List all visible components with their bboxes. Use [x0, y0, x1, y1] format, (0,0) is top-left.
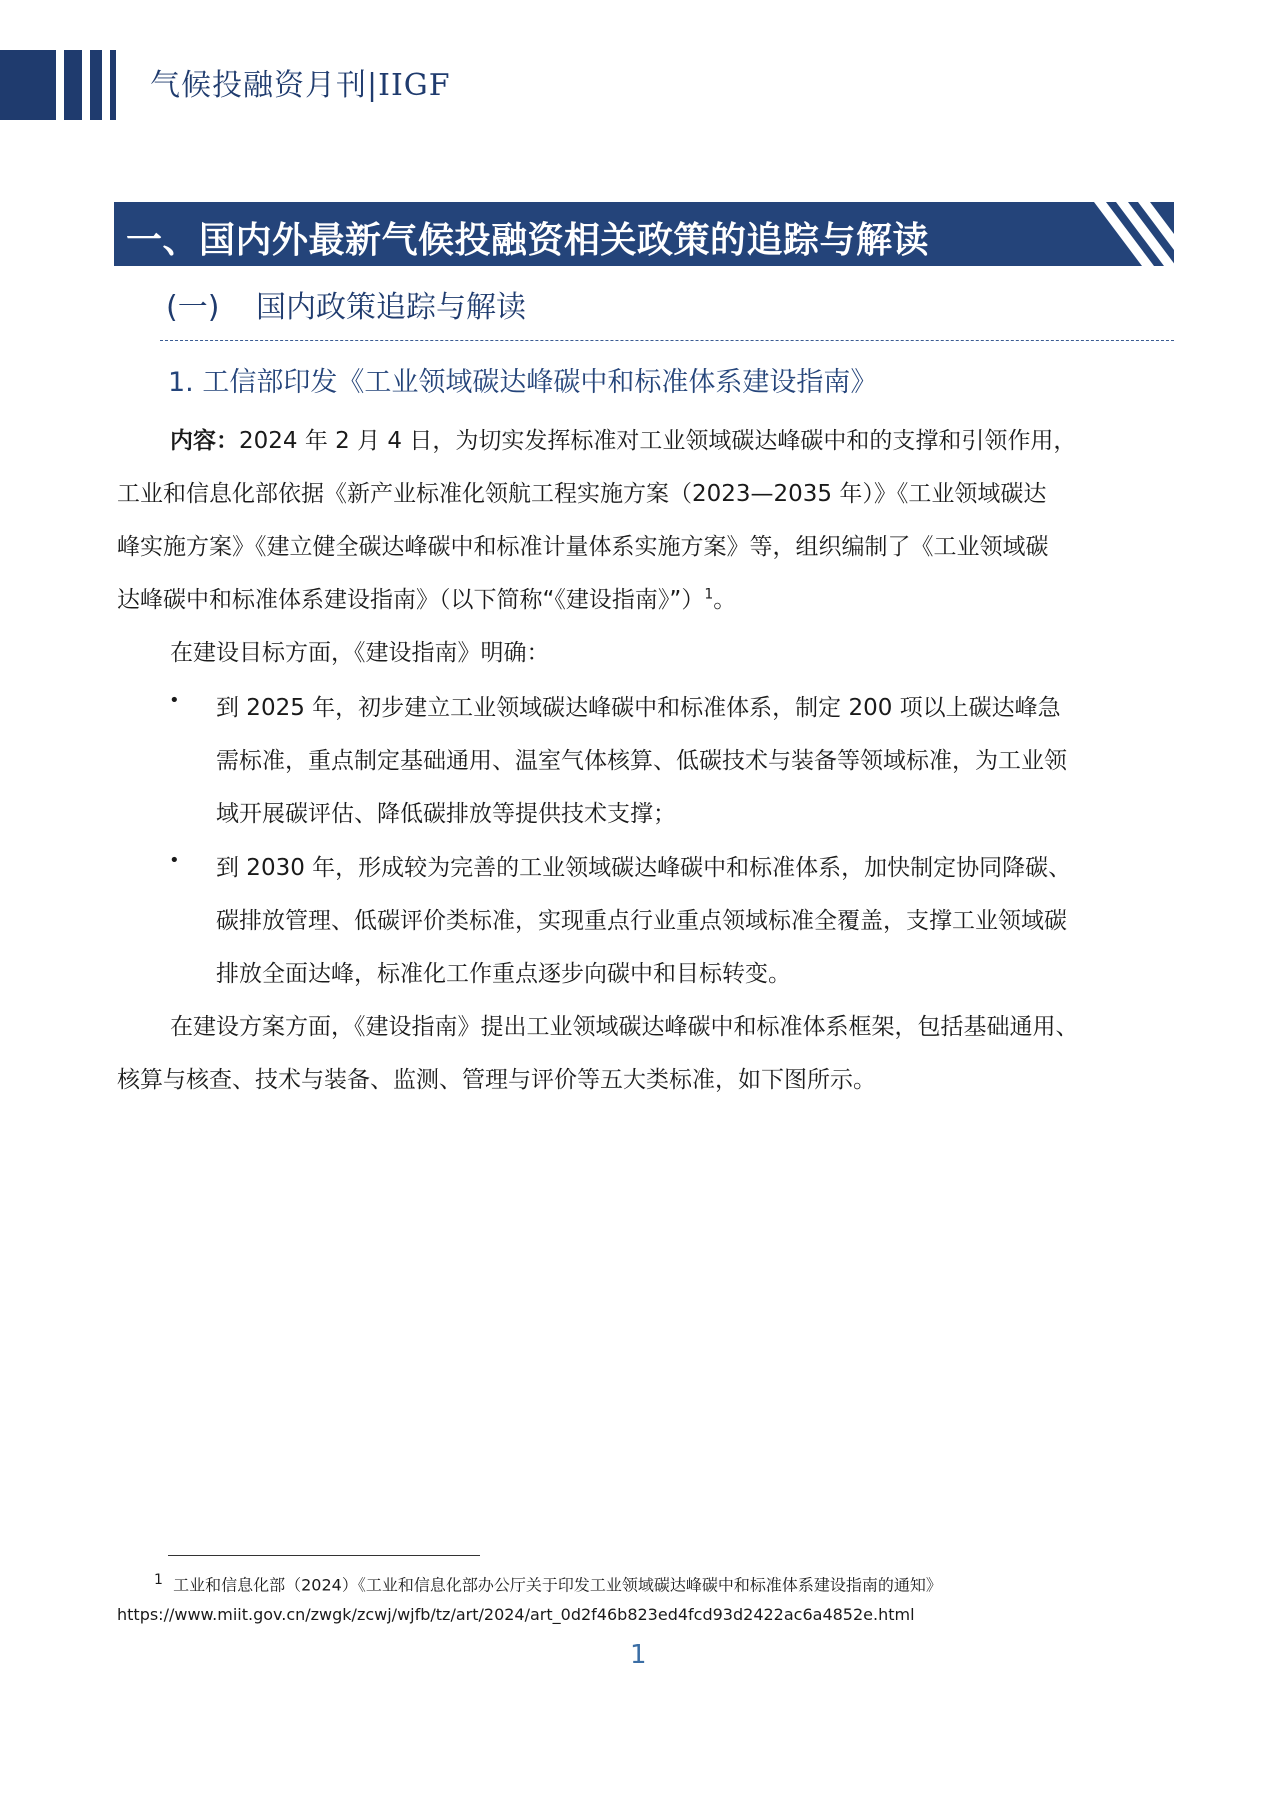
- header-block: [0, 50, 56, 120]
- bullet-line: 到 2030 年，形成较为完善的工业领域碳达峰碳中和标准体系，加快制定协同降碳、: [216, 855, 1072, 881]
- footnote-text: [154, 1572, 942, 1595]
- content-label: 内容：: [170, 428, 239, 454]
- section-title: 一、国内外最新气候投融资相关政策的追踪与解读: [126, 220, 930, 261]
- page-number: 1: [630, 1640, 647, 1670]
- footnote-ref[interactable]: 1: [704, 586, 714, 603]
- paragraph-line: 在建设方案方面，《建设指南》提出工业领域碳达峰碳中和标准体系框架，包括基础通用、: [170, 1014, 1079, 1040]
- subsection-heading: [166, 282, 526, 326]
- footnote-number: 1: [154, 1572, 163, 1588]
- bullet-line: 需标准，重点制定基础通用、温室气体核算、低碳技术与装备等领域标准，为工业领: [216, 748, 1067, 774]
- bullet-marker: •: [169, 690, 180, 711]
- bullet-line: 域开展碳评估、降低碳排放等提供技术支撑；: [216, 801, 676, 827]
- bullet-line: 碳排放管理、低碳评价类标准，实现重点行业重点领域标准全覆盖，支撑工业领域碳: [216, 908, 1067, 934]
- footnote-rule: [168, 1555, 480, 1556]
- bullet-marker: •: [169, 850, 180, 871]
- paragraph-line: [170, 422, 1076, 455]
- paragraph-line: 核算与核查、技术与装备、监测、管理与评价等五大类标准，如下图所示。: [117, 1067, 876, 1093]
- dashed-divider: [160, 340, 1174, 341]
- bullet-line: 排放全面达峰，标准化工作重点逐步向碳中和目标转变。: [216, 961, 791, 987]
- paragraph-line: [117, 581, 736, 614]
- paragraph-text: 达峰碳中和标准体系建设指南》（以下简称“《建设指南》”）: [117, 587, 705, 613]
- paragraph-text: 。: [713, 587, 737, 613]
- item-heading: 1. 工信部印发《工业领域碳达峰碳中和标准体系建设指南》: [168, 367, 878, 398]
- paragraph-line: 工业和信息化部依据《新产业标准化领航工程实施方案（2023—2035 年）》《工业领域碳达: [117, 481, 1047, 507]
- footnote-citation: 工业和信息化部（2024）《工业和信息化部办公厅关于印发工业领域碳达峰碳中和标准体系建设指南的通知》: [173, 1575, 942, 1595]
- paragraph-text: 2024 年 2 月 4 日，为切实发挥标准对工业领域碳达峰碳中和的支撑和引领作用，: [239, 428, 1077, 454]
- bullet-line: 到 2025 年，初步建立工业领域碳达峰碳中和标准体系，制定 200 项以上碳达峰急: [216, 695, 1061, 721]
- paragraph-line: 峰实施方案》《建立健全碳达峰碳中和标准计量体系实施方案》等，组织编制了《工业领域碳: [117, 534, 1049, 560]
- footnote-url[interactable]: https://www.miit.gov.cn/zwgk/zcwj/wjfb/tz/art/2024/art_0d2f46b823ed4fcd93d2422ac6a4852e.html: [117, 1605, 915, 1624]
- banner-stripes-decoration: [1084, 202, 1174, 266]
- paragraph-line: 在建设目标方面，《建设指南》明确：: [170, 640, 550, 666]
- header-stripe: [64, 50, 82, 120]
- subsection-number: (一): [166, 290, 220, 325]
- header-title: 气候投融资月刊|IIGF: [150, 68, 451, 103]
- subsection-title: 国内政策追踪与解读: [256, 290, 526, 325]
- header-stripe: [90, 50, 102, 120]
- section-banner: [114, 202, 1174, 266]
- header-stripe: [110, 50, 116, 120]
